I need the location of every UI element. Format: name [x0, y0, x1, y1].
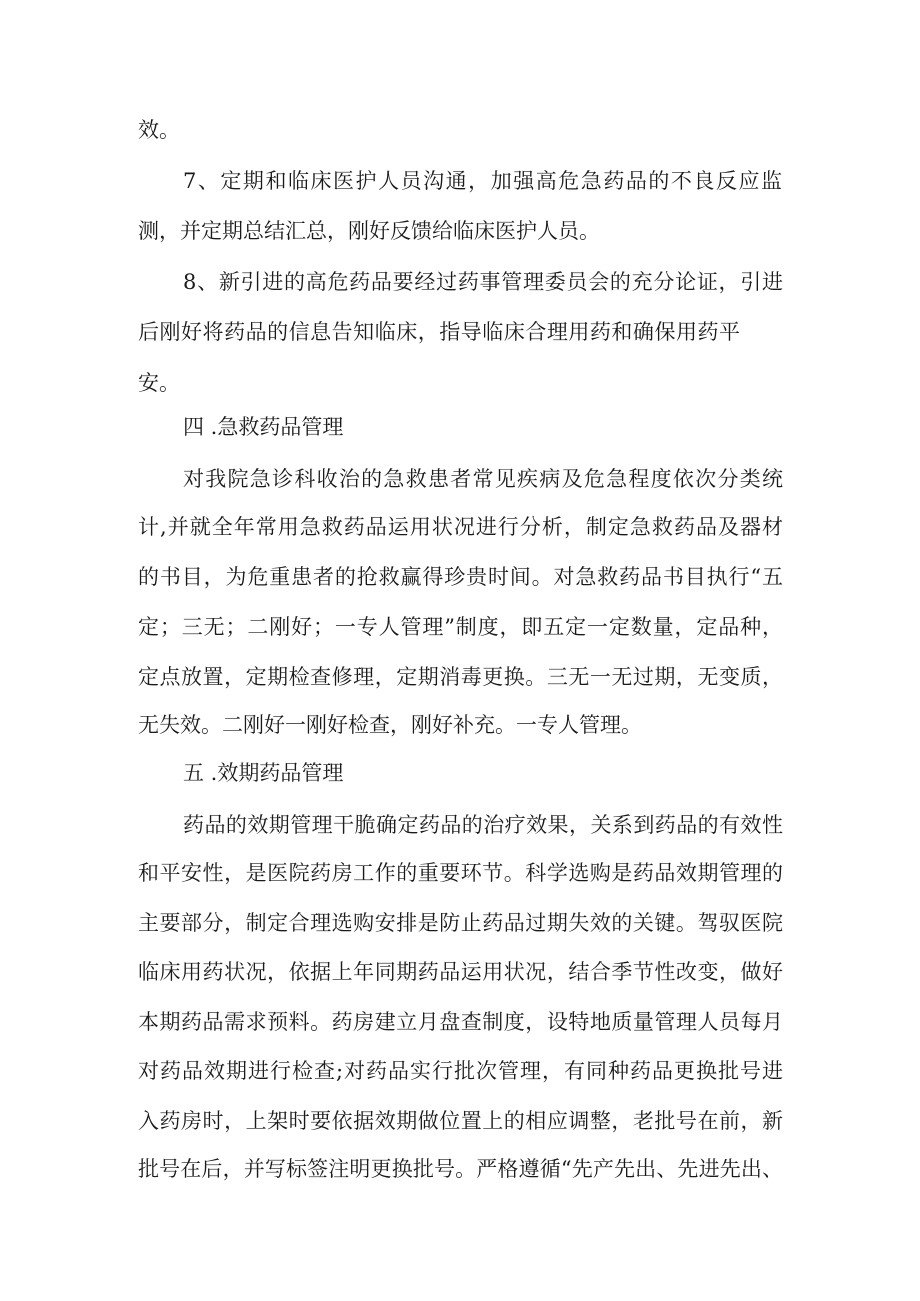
- paragraph-line: [183, 808, 783, 842]
- paragraph-line: [138, 955, 783, 989]
- text-line: 8、新引进的高危药品要经过药事管理委员会的充分论证，引进: [183, 270, 783, 294]
- text-line: 效。: [138, 118, 180, 142]
- text-line: 定点放置，定期检查修理，定期消毒更换。三无一无过期，无变质，: [138, 665, 783, 689]
- text-line: 无失效。二刚好一刚好检查，刚好补充。一专人管理。: [138, 713, 642, 737]
- text-line: 的书目，为危重患者的抢救赢得珍贵时间。对急救药品书目执行“五: [138, 565, 783, 589]
- text-line: 测，并定期总结汇总，刚好反馈给临床医护人员。: [138, 219, 600, 243]
- paragraph-line: [138, 366, 198, 400]
- section-heading-text: 五 .效期药品管理: [183, 761, 344, 785]
- paragraph-line: [138, 560, 783, 594]
- paragraph-line: [138, 1104, 783, 1138]
- paragraph-line: [138, 1005, 783, 1039]
- text-line: 计,并就全年常用急救药品运用状况进行分析，制定急救药品及器材: [138, 515, 783, 539]
- paragraph-line: [138, 1054, 783, 1088]
- section-heading: [183, 756, 443, 790]
- paragraph-line: [138, 1152, 783, 1186]
- paragraph-line: [183, 265, 783, 299]
- text-line: 定；三无；二刚好；一专人管理”制度，即五定一定数量，定品种，: [138, 615, 783, 639]
- paragraph-line: [138, 510, 783, 544]
- section-heading: [183, 410, 443, 444]
- paragraph-line: [138, 315, 740, 349]
- text-line: 本期药品需求预料。药房建立月盘查制度，设特地质量管理人员每月: [138, 1010, 783, 1034]
- paragraph-line: [138, 708, 658, 742]
- text-line: 临床用药状况，依据上年同期药品运用状况，结合季节性改变，做好: [138, 960, 783, 984]
- text-line: 7、定期和临床医护人员沟通，加强高危急药品的不良反应监: [183, 169, 782, 193]
- text-line: 和平安性，是医院药房工作的重要环节。科学选购是药品效期管理的: [138, 861, 783, 885]
- text-line: 药品的效期管理干脆确定药品的治疗效果，关系到药品的有效性: [183, 813, 783, 837]
- section-heading-text: 四 .急救药品管理: [183, 415, 344, 439]
- text-line: 安。: [138, 371, 180, 395]
- paragraph-line: [138, 610, 783, 644]
- paragraph-line: [138, 856, 783, 890]
- paragraph-line: [183, 164, 782, 198]
- text-line: 主要部分，制定合理选购安排是防止药品过期失效的关键。驾驭医院: [138, 911, 783, 935]
- paragraph-line: [138, 660, 783, 694]
- paragraph-line: [138, 214, 638, 248]
- text-line: 批号在后，并写标签注明更换批号。严格遵循“先产先出、先进先出、: [138, 1157, 783, 1181]
- text-line: 入药房时，上架时要依据效期做位置上的相应调整，老批号在前，新: [138, 1109, 783, 1133]
- paragraph-line: [138, 113, 198, 147]
- text-line: 对药品效期进行检查;对药品实行批次管理，有同种药品更换批号进: [138, 1059, 783, 1083]
- text-line: 对我院急诊科收治的急救患者常见疾病及危急程度依次分类统: [183, 467, 783, 491]
- paragraph-line: [183, 462, 783, 496]
- paragraph-line: [138, 906, 783, 940]
- text-line: 后刚好将药品的信息告知临床，指导临床合理用药和确保用药平: [138, 320, 740, 344]
